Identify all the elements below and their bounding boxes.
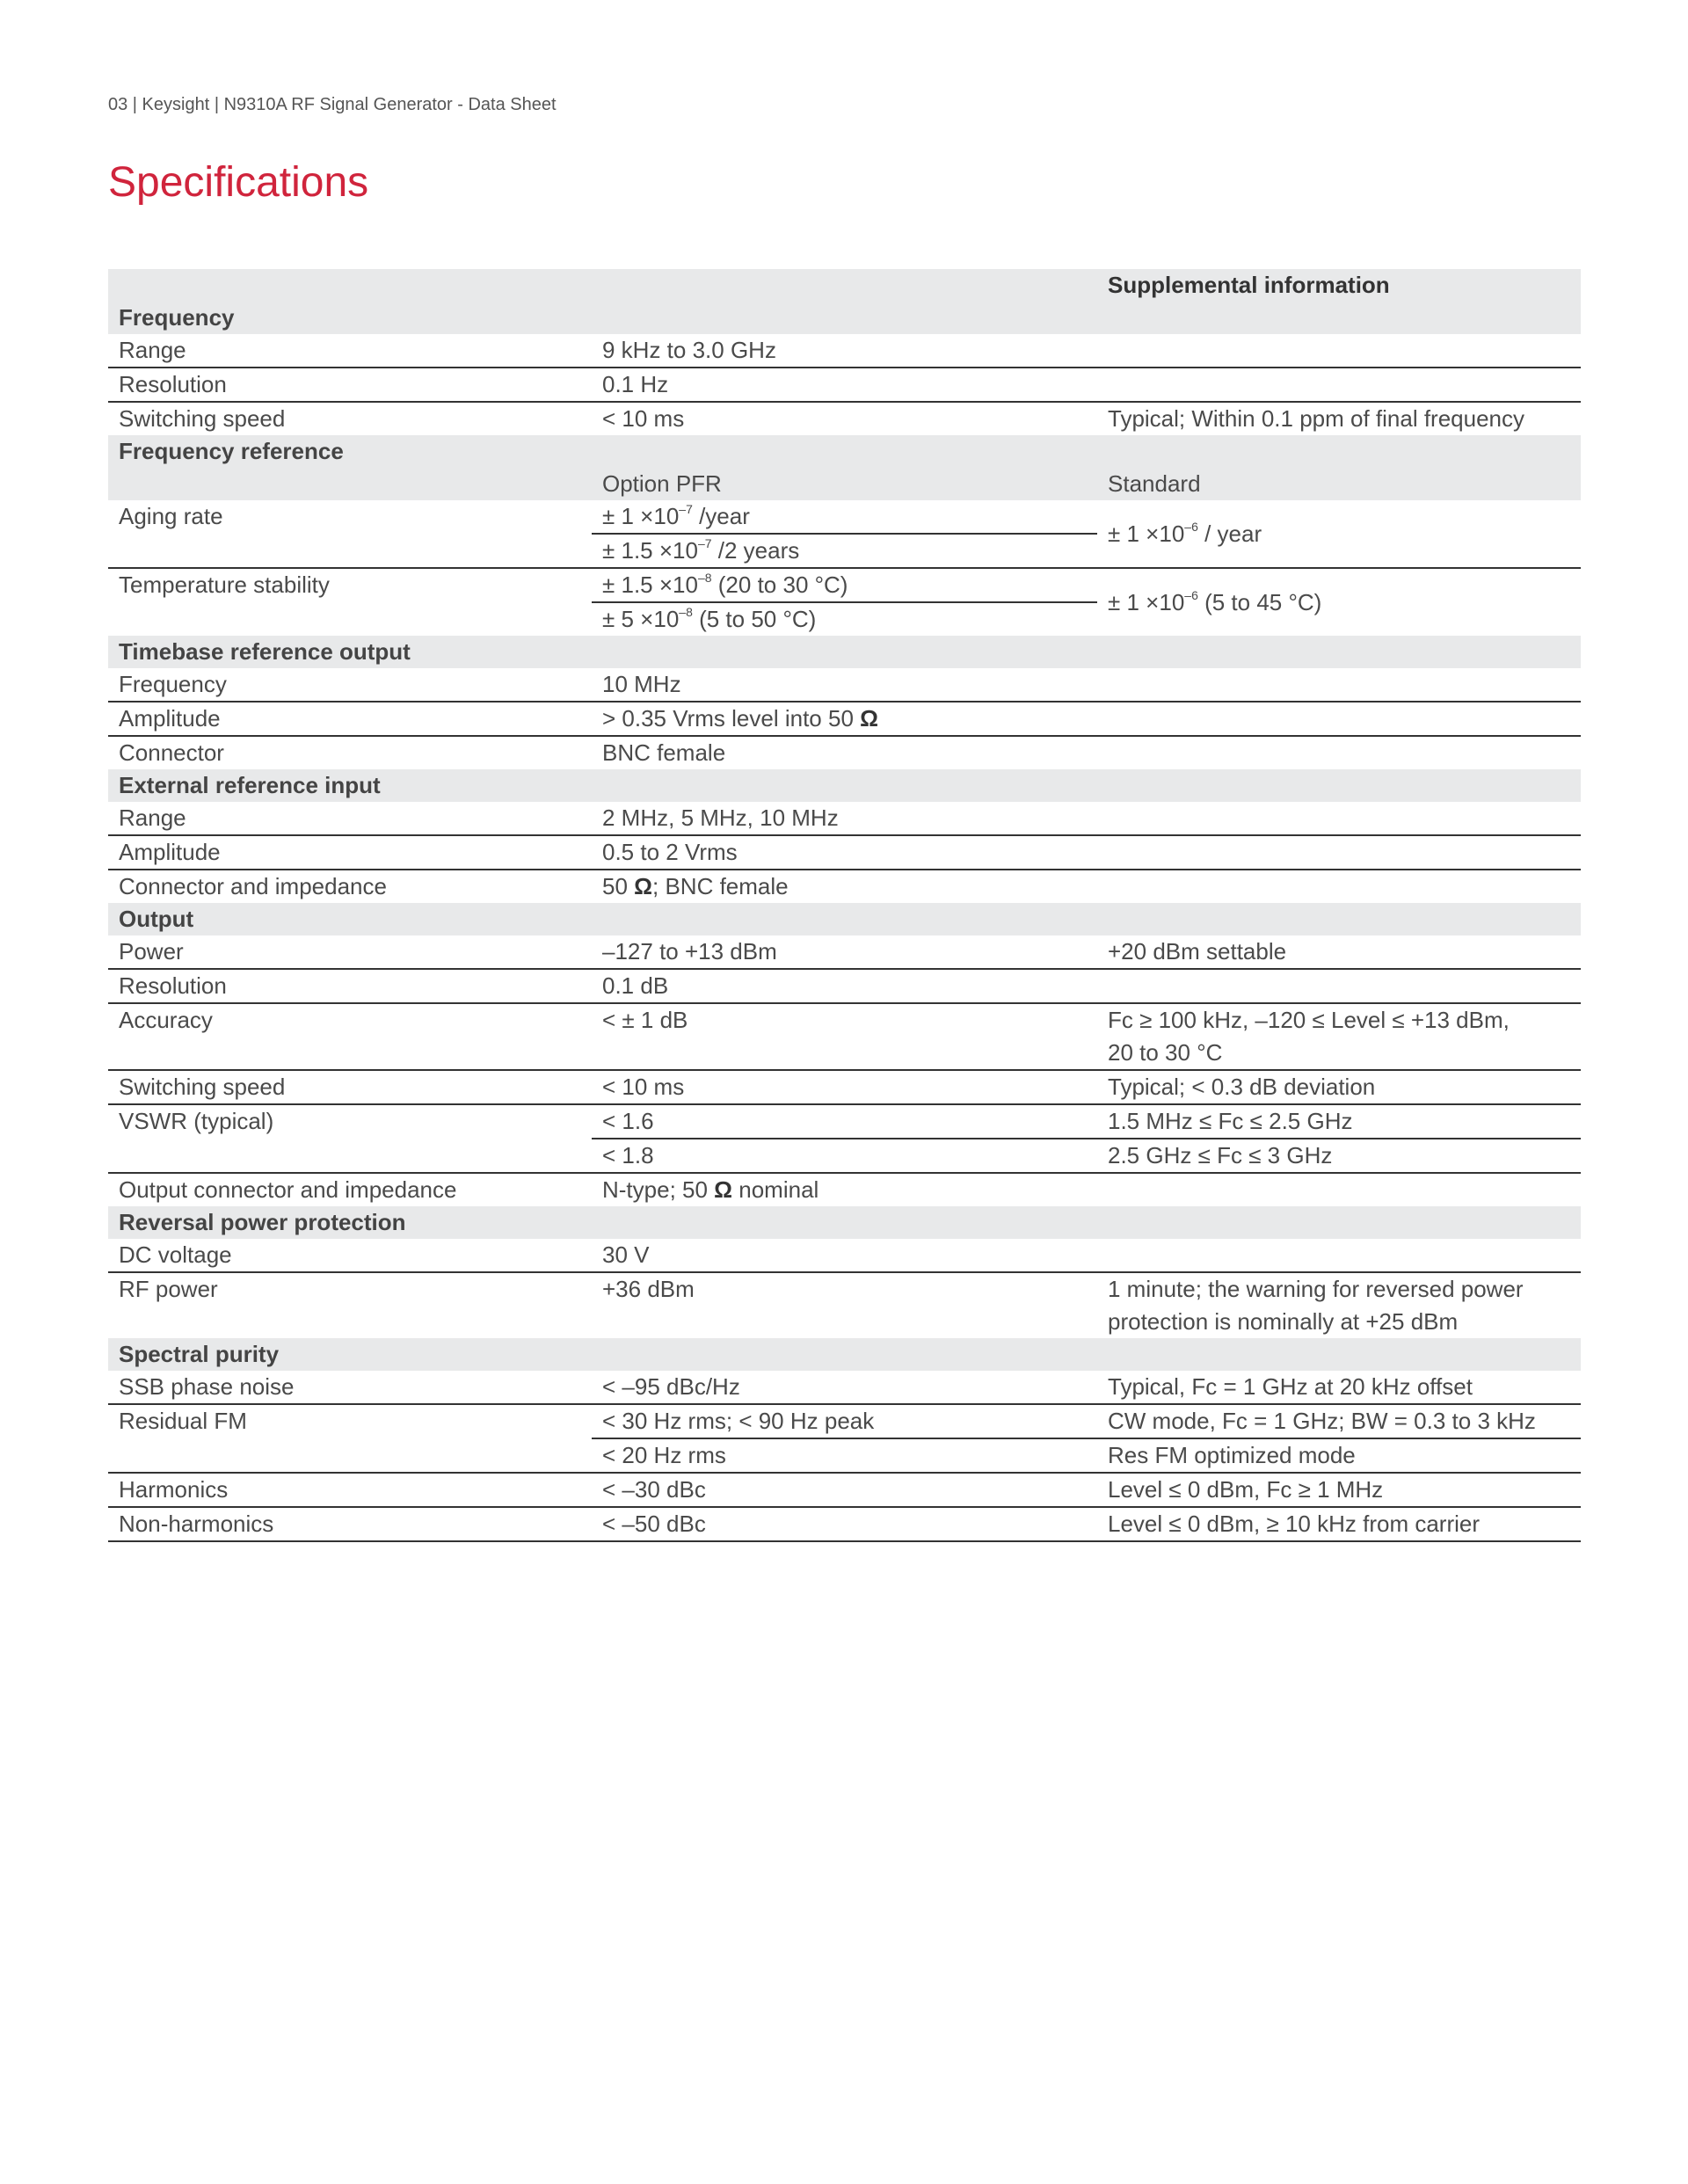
row-label: Non-harmonics — [108, 1507, 592, 1541]
table-row — [108, 1173, 1581, 1206]
table-header-row — [108, 269, 1581, 302]
table-row — [108, 1003, 1581, 1070]
row-value: < 10 ms — [602, 405, 685, 432]
row-value: 9 kHz to 3.0 GHz — [592, 334, 1097, 368]
table-row — [108, 835, 1581, 870]
table-row — [108, 702, 1581, 736]
row-label: Connector — [119, 739, 224, 766]
section-title: External reference input — [108, 769, 1581, 802]
page-header: 03 | Keysight | N9310A RF Signal Generator - Data Sheet — [108, 95, 557, 114]
row-label: RF power — [119, 1276, 218, 1302]
row-label: Connector and impedance — [119, 873, 387, 899]
table-row — [108, 1371, 1581, 1404]
row-value: –127 to +13 dBm — [592, 935, 1097, 969]
row-label: Frequency — [108, 668, 592, 702]
table-row — [108, 1104, 1581, 1139]
row-label: Accuracy — [108, 1003, 592, 1070]
row-label: Range — [108, 802, 592, 835]
row-value: < 1.8 — [592, 1139, 1097, 1173]
row-label: VSWR (typical) — [108, 1104, 592, 1173]
section-title: Timebase reference output — [108, 636, 1581, 668]
row-value: < ± 1 dB — [592, 1003, 1097, 1070]
row-supplemental: 1 minute; the warning for reversed power protection is nominally at +25 dBm — [1108, 1276, 1524, 1335]
section-row — [108, 302, 1581, 334]
section-title: Spectral purity — [108, 1338, 1581, 1371]
row-value: < –30 dBc — [592, 1473, 1097, 1507]
row-value: < 20 Hz rms — [592, 1438, 1097, 1473]
page-title: Specifications — [108, 159, 369, 206]
row-value: < 30 Hz rms; < 90 Hz peak — [592, 1404, 1097, 1438]
table-row — [108, 802, 1581, 835]
row-supplemental: 2.5 GHz ≤ Fc ≤ 3 GHz — [1097, 1139, 1581, 1173]
row-value: 10 MHz — [592, 668, 1097, 702]
row-label: Power — [108, 935, 592, 969]
row-value: N-type; 50 Ω nominal — [602, 1176, 819, 1203]
standard-label: Standard — [1097, 468, 1581, 500]
row-label: Temperature stability — [119, 571, 330, 598]
row-supplemental: CW mode, Fc = 1 GHz; BW = 0.3 to 3 kHz — [1097, 1404, 1581, 1438]
row-value: < 1.6 — [592, 1104, 1097, 1139]
row-label: SSB phase noise — [108, 1371, 592, 1404]
section-row — [108, 1338, 1581, 1371]
table-row — [108, 668, 1581, 702]
table-row — [108, 736, 1581, 769]
row-label: Resolution — [108, 969, 592, 1003]
row-label: Switching speed — [108, 1070, 592, 1104]
table-row — [108, 568, 1581, 602]
row-value: +36 dBm — [602, 1276, 695, 1302]
row-supplemental: 1.5 MHz ≤ Fc ≤ 2.5 GHz — [1097, 1104, 1581, 1139]
row-supplemental: Level ≤ 0 dBm, Fc ≥ 1 MHz — [1097, 1473, 1581, 1507]
table-row — [108, 969, 1581, 1003]
table-row — [108, 402, 1581, 435]
row-supplemental: +20 dBm settable — [1097, 935, 1581, 969]
row-value: BNC female — [602, 739, 726, 766]
row-supplemental: Typical; Within 0.1 ppm of final frequency — [1108, 405, 1525, 432]
row-value: ± $1.5 \times 10^{-7}$ /2 years — [592, 534, 1097, 568]
row-label: DC voltage — [108, 1239, 592, 1272]
row-supplemental: Level ≤ 0 dBm, ≥ 10 kHz from carrier — [1097, 1507, 1581, 1541]
section-title: Frequency — [108, 302, 1581, 334]
table-row — [108, 870, 1581, 903]
row-supplemental: ± $1 \times 10^{-6}$ (5 to 45 °C) — [1108, 587, 1322, 615]
table-row — [108, 1239, 1581, 1272]
table-row — [108, 1404, 1581, 1438]
row-value: < –50 dBc — [592, 1507, 1097, 1541]
row-value: 0.5 to 2 Vrms — [592, 835, 1097, 870]
row-label: Range — [108, 334, 592, 368]
table-row — [108, 334, 1581, 368]
table-row — [108, 468, 1581, 500]
supplemental-header: Supplemental information — [1097, 269, 1581, 302]
row-value: > 0.35 Vrms level into 50 Ω — [592, 702, 1097, 736]
row-supplemental: Res FM optimized mode — [1097, 1438, 1581, 1473]
section-row — [108, 435, 1581, 468]
row-value: < –95 dBc/Hz — [592, 1371, 1097, 1404]
row-label: Output connector and impedance — [119, 1176, 457, 1203]
row-label: Amplitude — [108, 835, 592, 870]
row-value: < 10 ms — [592, 1070, 1097, 1104]
row-value: ± $5 \times 10^{-8}$ (5 to 50 °C) — [602, 605, 817, 632]
section-row — [108, 769, 1581, 802]
specifications-table — [108, 269, 1581, 1542]
row-label: Harmonics — [108, 1473, 592, 1507]
option-pfr-label: Option PFR — [592, 468, 1097, 500]
table-row — [108, 1507, 1581, 1541]
row-supplemental: Fc ≥ 100 kHz, –120 ≤ Level ≤ +13 dBm, 20 to 30 °C — [1097, 1003, 1581, 1070]
section-title: Frequency reference — [108, 435, 1581, 468]
row-supplemental: Typical; < 0.3 dB deviation — [1097, 1070, 1581, 1104]
row-label: Resolution — [108, 368, 592, 402]
section-row — [108, 1206, 1581, 1239]
section-title: Output — [108, 903, 1581, 935]
row-supplemental: ± $1 \times 10^{-6}$ / year — [1097, 500, 1581, 568]
section-row — [108, 903, 1581, 935]
row-label: Aging rate — [108, 500, 592, 568]
table-row — [108, 368, 1581, 402]
row-value: 30 V — [592, 1239, 1097, 1272]
section-title: Reversal power protection — [108, 1206, 1581, 1239]
row-value: ± $1 \times 10^{-7}$ /year — [592, 500, 1097, 534]
row-value: 0.1 Hz — [592, 368, 1097, 402]
table-row — [108, 1473, 1581, 1507]
row-value: 2 MHz, 5 MHz, 10 MHz — [592, 802, 1097, 835]
row-label: Switching speed — [119, 405, 286, 432]
table-row — [108, 500, 1581, 534]
table-row — [108, 1272, 1581, 1338]
table-row — [108, 1070, 1581, 1104]
row-label: Residual FM — [108, 1404, 592, 1473]
row-value: 50 Ω; BNC female — [602, 873, 789, 899]
row-value: 0.1 dB — [592, 969, 1097, 1003]
section-row — [108, 636, 1581, 668]
row-supplemental: Typical, Fc = 1 GHz at 20 kHz offset — [1097, 1371, 1581, 1404]
table-row — [108, 935, 1581, 969]
row-label: Amplitude — [108, 702, 592, 736]
row-value: ± $1.5 \times 10^{-8}$ (20 to 30 °C) — [592, 568, 1097, 602]
